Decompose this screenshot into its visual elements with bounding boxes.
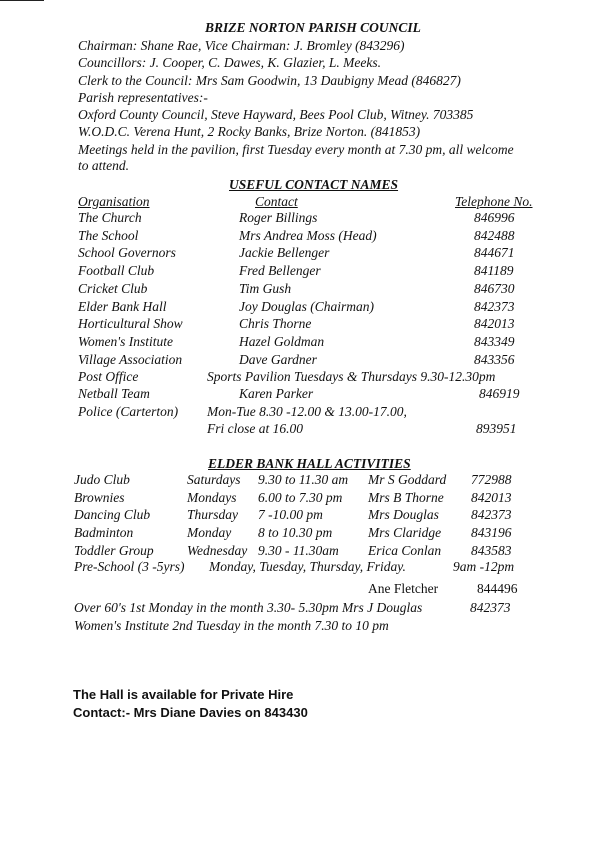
netball-row — [0, 386, 600, 404]
preschool-phone: 844496 — [477, 581, 518, 596]
netball-org: Netball Team — [78, 386, 150, 401]
netball-phone: 846919 — [479, 386, 520, 401]
contact-row — [0, 228, 600, 246]
activity-time: 6.00 to 7.30 pm — [258, 489, 343, 505]
activity-phone: 842373 — [471, 507, 512, 523]
preschool-time: 9am -12pm — [453, 559, 515, 574]
contact-row — [0, 263, 600, 281]
contact-organisation: Elder Bank Hall — [78, 298, 167, 314]
activity-day: Wednesday — [187, 542, 248, 558]
activity-contact: Mrs B Thorne — [368, 489, 444, 505]
post-office-row — [0, 369, 600, 387]
header-line: Chairman: Shane Rae, Vice Chairman: J. Bromley (843296) — [78, 38, 405, 53]
contact-name: Roger Billings — [239, 210, 318, 225]
contact-organisation: Women's Institute — [78, 333, 174, 349]
over60-row — [0, 600, 600, 618]
activity-row — [0, 490, 600, 508]
activity-name: Judo Club — [74, 472, 130, 487]
contact-name: Mrs Andrea Moss (Head) — [239, 227, 377, 243]
activity-name: Badminton — [74, 525, 134, 541]
activity-time: 7 -10.00 pm — [258, 507, 323, 523]
preschool-contact: Ane Fletcher — [368, 581, 439, 596]
contact-organisation: Horticultural Show — [78, 316, 183, 332]
contact-row — [0, 316, 600, 334]
activity-contact: Erica Conlan — [368, 542, 442, 558]
contact-name: Hazel Goldman — [239, 333, 325, 349]
activity-phone: 772988 — [471, 472, 512, 487]
col-header-telephone: Telephone No. — [455, 194, 533, 209]
activity-name: Toddler Group — [74, 542, 154, 558]
police-phone: 893951 — [476, 421, 517, 436]
activity-contact: Mrs Claridge — [368, 525, 442, 541]
contact-name: Jackie Bellenger — [239, 245, 330, 261]
contact-row — [0, 210, 600, 228]
contact-phone: 841189 — [474, 263, 514, 279]
contact-row — [0, 334, 600, 352]
header-line: Clerk to the Council: Mrs Sam Goodwin, 13 Daubigny Mead (846827) — [78, 73, 461, 88]
activity-contact: Mr S Goddard — [368, 472, 447, 487]
activity-name: Dancing Club — [74, 507, 151, 523]
activity-day: Thursday — [187, 507, 239, 523]
contact-organisation: The Church — [78, 210, 142, 225]
activity-day: Mondays — [187, 489, 237, 505]
contact-name: Tim Gush — [239, 280, 292, 296]
header-line: Councillors: J. Cooper, C. Dawes, K. Glazier, L. Meeks. — [78, 55, 381, 70]
preschool-name: Pre-School (3 -5yrs) — [74, 559, 185, 574]
police-org: Police (Carterton) — [78, 404, 179, 419]
police-row — [0, 404, 600, 422]
contact-name: Fred Bellenger — [239, 263, 321, 279]
activity-name: Brownies — [74, 489, 125, 505]
header-line: Parish representatives:- — [78, 90, 208, 105]
activity-time: 9.30 - 11.30am — [258, 542, 339, 558]
netball-contact: Karen Parker — [239, 386, 314, 401]
hall-hire-contact: Contact:- Mrs Diane Davies on 843430 — [73, 705, 308, 720]
activity-row — [0, 472, 600, 490]
contact-row — [0, 245, 600, 263]
contact-row — [0, 299, 600, 317]
preschool-days: Monday, Tuesday, Thursday, Friday. — [209, 559, 406, 574]
activity-row — [0, 507, 600, 525]
contact-name: Chris Thorne — [239, 316, 312, 332]
activity-day: Saturdays — [187, 472, 241, 487]
header-line: to attend. — [78, 158, 129, 173]
contact-phone: 842488 — [474, 227, 515, 243]
contact-phone: 843356 — [474, 351, 515, 367]
contact-organisation: School Governors — [78, 245, 176, 261]
activity-phone: 843196 — [471, 525, 512, 541]
header-line: W.O.D.C. Verena Hunt, 2 Rocky Banks, Brize Norton. (841853) — [78, 124, 421, 139]
preschool-contact-row — [0, 581, 600, 599]
contact-phone: 846730 — [474, 280, 515, 296]
activity-phone: 842013 — [471, 489, 512, 505]
activities-section-title: ELDER BANK HALL ACTIVITIES — [208, 456, 411, 471]
police-hours-friday: Fri close at 16.00 — [207, 421, 303, 436]
police-row-2 — [0, 421, 600, 439]
contact-phone: 846996 — [474, 210, 515, 225]
contact-phone: 842373 — [474, 298, 515, 314]
contact-organisation: Village Association — [78, 351, 183, 367]
council-title: BRIZE NORTON PARISH COUNCIL — [205, 20, 421, 35]
activity-contact: Mrs Douglas — [368, 507, 439, 523]
contact-name: Joy Douglas (Chairman) — [239, 298, 374, 314]
contact-phone: 842013 — [474, 316, 515, 332]
post-office-org: Post Office — [78, 369, 139, 384]
activity-time: 9.30 to 11.30 am — [258, 472, 349, 487]
contact-organisation: Cricket Club — [78, 280, 148, 296]
contact-row — [0, 281, 600, 299]
police-hours-weekday: Mon-Tue 8.30 -12.00 & 13.00-17.00, — [207, 404, 407, 419]
col-header-organisation: Organisation — [78, 194, 150, 209]
header-line: Oxford County Council, Steve Hayward, Bees Pool Club, Witney. 703385 — [78, 107, 474, 122]
header-line: Meetings held in the pavilion, first Tuesday every month at 7.30 pm, all welcome — [78, 142, 514, 157]
activity-phone: 843583 — [471, 542, 512, 558]
contact-organisation: The School — [78, 227, 139, 243]
contact-phone: 844671 — [474, 245, 515, 261]
hall-hire-notice: The Hall is available for Private Hire — [73, 687, 294, 702]
wi-text: Women's Institute 2nd Tuesday in the month 7.30 to 10 pm — [74, 618, 389, 633]
preschool-row — [0, 559, 600, 577]
over60-text: Over 60's 1st Monday in the month 3.30- 5.30pm Mrs J Douglas — [74, 600, 423, 615]
contact-organisation: Football Club — [78, 263, 155, 279]
activity-time: 8 to 10.30 pm — [258, 525, 333, 541]
post-office-hours: Sports Pavilion Tuesdays & Thursdays 9.30-12.30pm — [207, 369, 496, 384]
activity-row — [0, 525, 600, 543]
contact-row — [0, 352, 600, 370]
contact-name: Dave Gardner — [239, 351, 317, 367]
over60-phone: 842373 — [470, 600, 511, 615]
corner-scan-mark — [0, 0, 44, 1]
col-header-contact: Contact — [255, 194, 298, 209]
activity-day: Monday — [187, 525, 232, 541]
contact-phone: 843349 — [474, 333, 515, 349]
contacts-section-title: USEFUL CONTACT NAMES — [229, 177, 399, 192]
wi-row — [0, 618, 600, 636]
